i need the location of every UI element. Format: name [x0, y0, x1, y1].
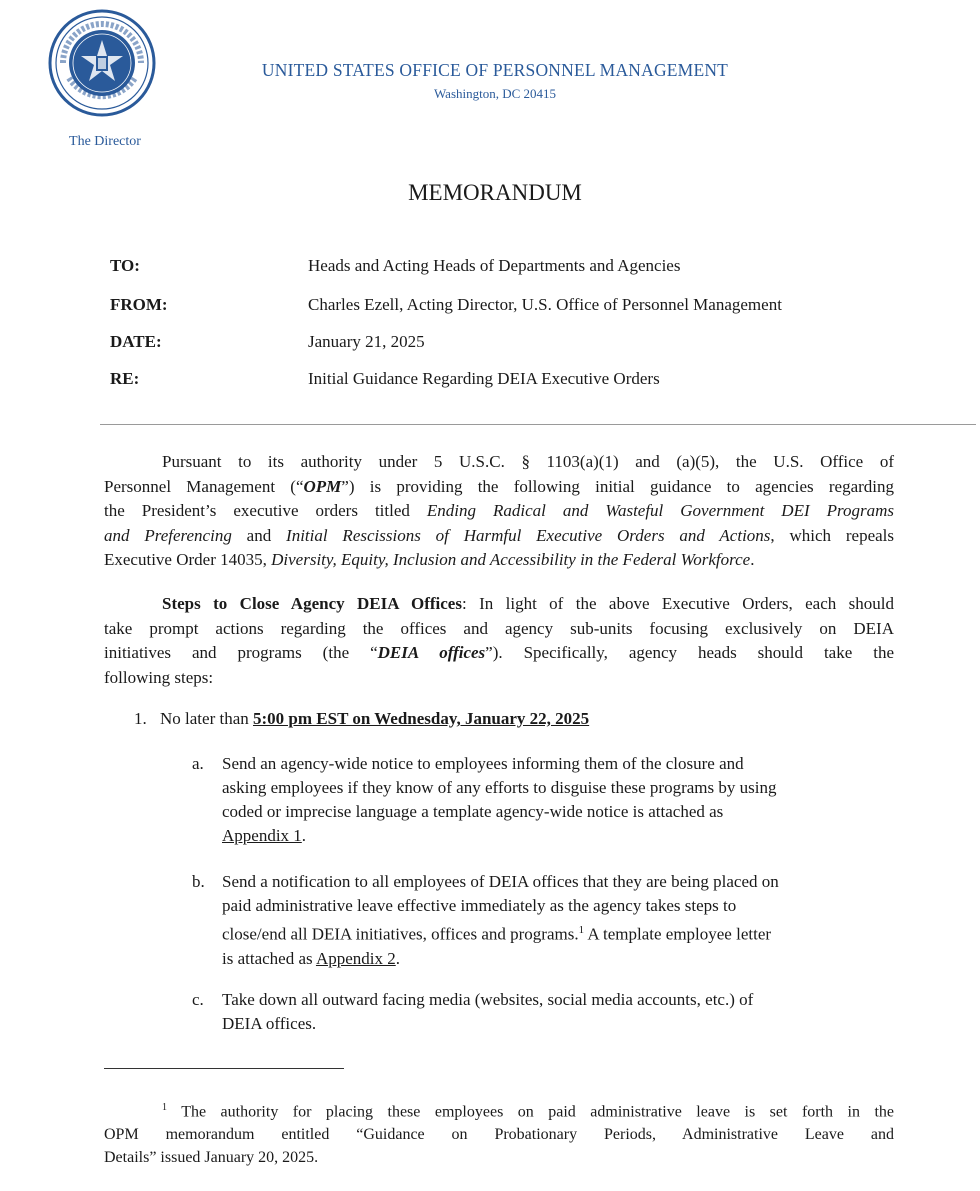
item-c-letter: c.	[192, 990, 204, 1009]
footnote-ref[interactable]: 1	[578, 924, 585, 936]
item-c-text: Take down all outward facing media (websites, social media accounts, etc.) of DEIA offices.	[222, 990, 754, 1033]
to-label: TO:	[110, 256, 140, 275]
steps-line: Steps to Close Agency DEIA Offices: In light of the above Executive Orders, each should	[162, 594, 895, 613]
deia-offices-term: DEIA offices	[377, 643, 486, 662]
agency-address: Washington, DC 20415	[433, 86, 557, 101]
deadline-time: 5:00 pm EST on Wednesday, January 22, 2025	[253, 709, 590, 728]
memo-title: MEMORANDUM	[408, 180, 582, 205]
steps-paragraph	[104, 592, 894, 690]
footnote	[104, 1096, 894, 1169]
deadline-number: 1.	[134, 709, 147, 728]
footnote-mark: 1	[162, 1102, 167, 1113]
intro-line: Executive Order 14035, Diversity, Equity, Inclusion and Accessibility in the Federal Workforce.	[104, 550, 755, 569]
order-title: Ending Radical and Wasteful Government DEI Programs	[426, 501, 894, 520]
footnote-line: Details” issued January 20, 2025.	[104, 1149, 319, 1167]
date-label: DATE:	[110, 332, 162, 351]
re-label: RE:	[110, 369, 140, 388]
intro-line: Pursuant to its authority under 5 U.S.C. § 1103(a)(1) and (a)(5), the U.S. Office of	[162, 452, 894, 471]
item-b-letter: b.	[192, 872, 205, 891]
steps-line: take prompt actions regarding the offices and agency sub-units focusing exclusively on DEIA	[104, 618, 894, 638]
date-value: January 21, 2025	[308, 332, 425, 351]
footnote-line: OPM memorandum entitled “Guidance on Probationary Periods, Administrative Leave and	[104, 1126, 894, 1144]
item-a-text: Send an agency-wide notice to employees informing them of the closure and asking employees if they know of any efforts to disguise these programs by using coded or imprecise language a template agency-wide notice is attached as Appendix 1.	[222, 754, 777, 845]
intro-line: and Preferencing and Initial Rescissions of Harmful Executive Orders and Actions, which repeals	[104, 525, 895, 545]
appendix-1-link[interactable]: Appendix 1	[222, 826, 302, 845]
re-value: Initial Guidance Regarding DEIA Executive Orders	[308, 369, 660, 388]
item-b-text: Send a notification to all employees of DEIA offices that they are being placed on paid administrative leave effective immediately as the agency takes steps to close/end all DEIA initiatives, offices and programs.$^1$ A template employee letter is attached as Appendix 2.	[222, 872, 779, 968]
header-divider	[100, 424, 976, 425]
from-value: Charles Ezell, Acting Director, U.S. Office of Personnel Management	[308, 295, 782, 314]
agency-name: UNITED STATES OFFICE OF PERSONNEL MANAGEMENT	[261, 60, 729, 80]
appendix-2-link[interactable]: Appendix 2	[315, 948, 396, 968]
from-label: FROM:	[110, 295, 168, 314]
footnote-line: $^1$ The authority for placing these employees on paid administrative leave is set forth in the	[162, 1102, 894, 1121]
intro-line: the President’s executive orders titled Ending Radical and Wasteful Government DEI Programs	[104, 501, 894, 520]
director-label: The Director	[69, 134, 141, 149]
steps-line: initiatives and programs (the “DEIA offices”). Specifically, agency heads should take the	[104, 643, 894, 662]
to-value: Heads and Acting Heads of Departments and Agencies	[308, 256, 681, 275]
item-a-letter: a.	[192, 754, 204, 773]
intro-paragraph	[104, 450, 894, 573]
intro-line: Personnel Management (“OPM”) is providing the following initial guidance to agencies regarding	[104, 476, 895, 496]
steps-heading: Steps to Close Agency DEIA Offices	[162, 594, 462, 613]
order-title: Initial Rescissions of Harmful Executive Orders and Actions	[286, 525, 771, 545]
opm-term: OPM	[303, 476, 342, 496]
order-title: Diversity, Equity, Inclusion and Accessibility in the Federal Workforce	[271, 550, 751, 569]
footnote-divider	[104, 1068, 344, 1069]
deadline-line: No later than 5:00 pm EST on Wednesday, January 22, 2025	[160, 709, 590, 728]
steps-line: following steps:	[104, 667, 214, 687]
